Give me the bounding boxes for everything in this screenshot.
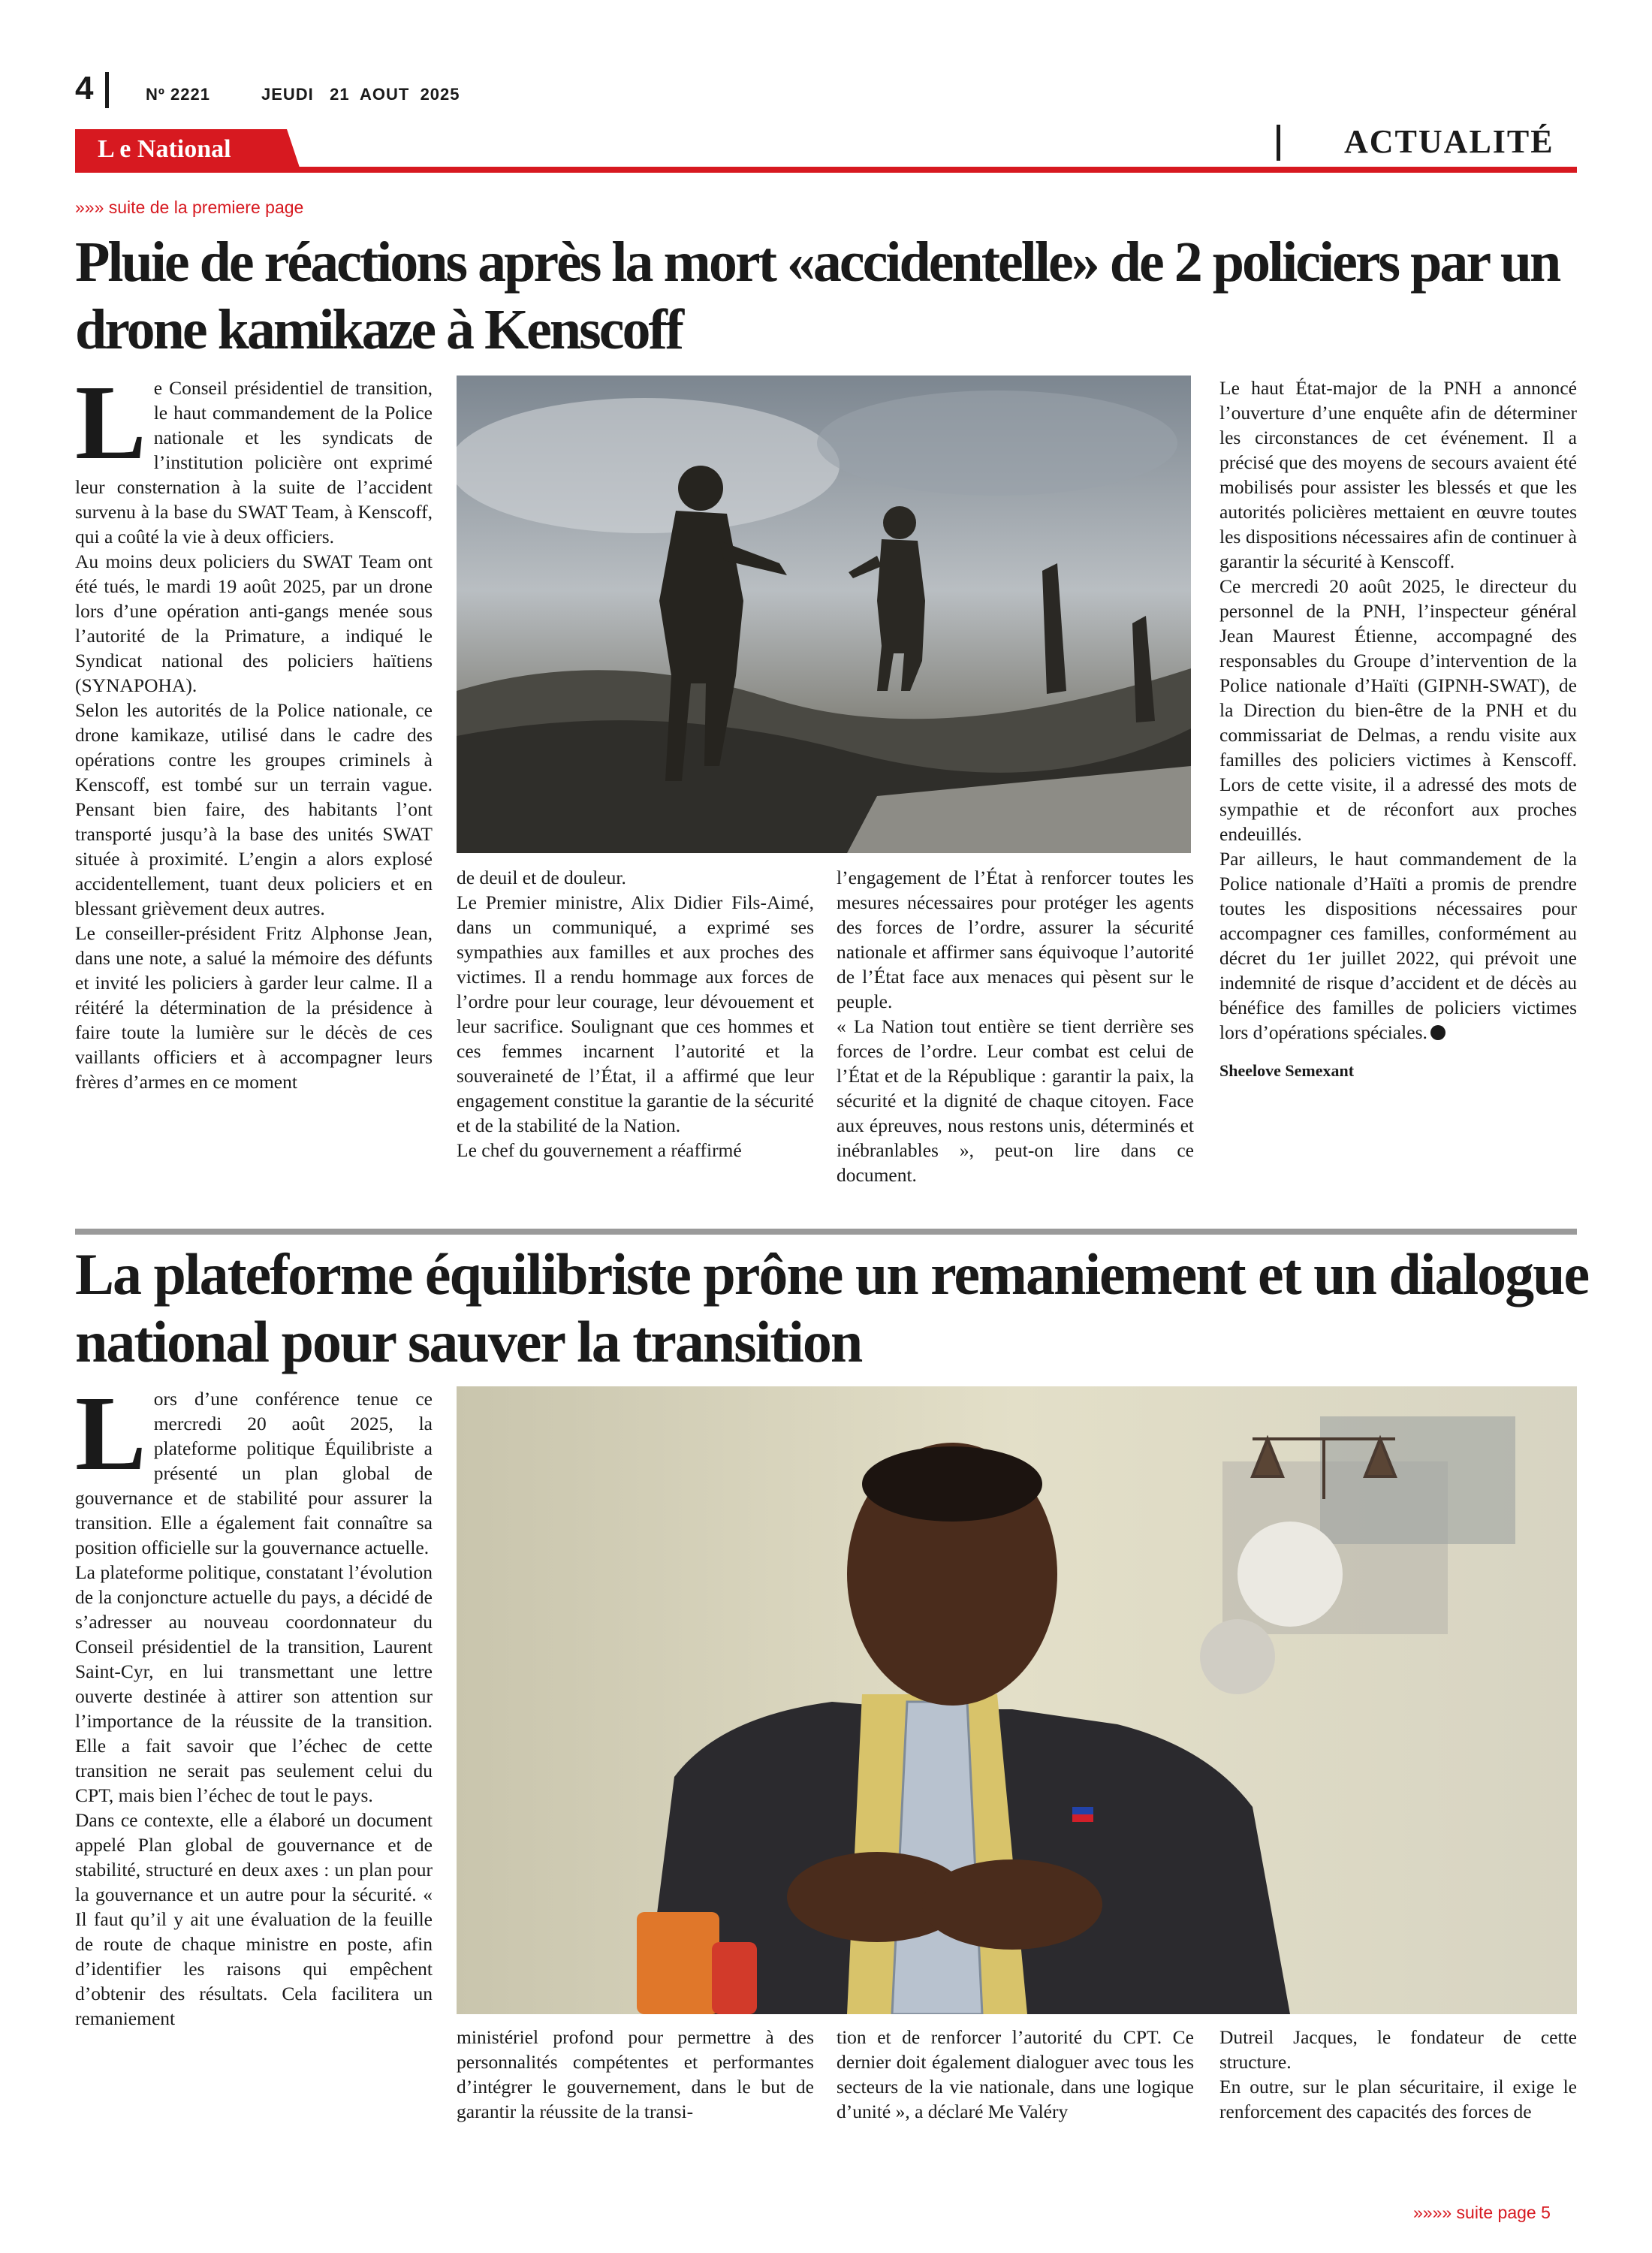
article1-column-4 (1219, 376, 1577, 1081)
article1-dropcap: L (75, 363, 146, 481)
article2-paragraph: En outre, sur le plan sécuritaire, il exige le renforcement des capacités des forces de (1219, 2076, 1577, 2122)
article2-column-1 (75, 1374, 433, 2031)
article1-paragraph: de deuil et de douleur. (457, 867, 626, 888)
header-rule (75, 167, 1577, 173)
article1-paragraph: Selon les autorités de la Police nationale, ce drone kamikaze, utilisé dans le cadre des opérations contre les groupes criminels à Kenscoff, est tombé sur un terrain vague. Pensant bien faire, des habitants l’ont transporté jusqu’à la base des unités SWAT située à proximité. L’engin a alors explosé accidentellement, tuant deux policiers et en blessant grièvement deux autres. (75, 699, 433, 919)
article1-paragraph: l’engagement de l’État à renforcer toutes les mesures nécessaires pour protéger les agents des forces de l’ordre, assurer la sécurité nationale et affirmer sans équivoque l’autorité de l’État face aux menaces qui pèsent sur le peuple. (837, 867, 1194, 1012)
article2-paragraph: Dutreil Jacques, le fondateur de cette structure. (1219, 2026, 1577, 2073)
article1-paragraph: Le haut État-major de la PNH a annoncé l’ouverture d’une enquête afin de déterminer les circonstances de cet événement. Il a précisé que des moyens de secours avaient été mobilisés pour assister les blessés et que les autorités policières mettaient en œuvre toutes les dispositions nécessaires afin de continuer à garantir la sécurité à Kenscoff. (1219, 377, 1577, 572)
brand-name: L e National (98, 135, 231, 163)
article-end-icon (1430, 1025, 1446, 1040)
article1-byline: Sheelove Semexant (1219, 1061, 1355, 1080)
article2-paragraph: Dans ce contexte, elle a élaboré un document appelé Plan global de gouvernance et de stabilité, structuré en deux axes : un plan pour la gouvernance et un autre pour la sécurité. « Il faut qu’il y ait une évaluation de la feuille de route de chaque ministre en poste, afin d’identifier les raisons qui empêchent d’obtenir des résultats. Cela facilitera un remaniement (75, 1809, 433, 2029)
section-divider (1277, 125, 1280, 161)
article1-column-2 (457, 865, 814, 1163)
article1-column-1 (75, 363, 433, 1094)
article2-headline: La plateforme équilibriste prône un remaniement et un dialogue national pour sauver la transition (75, 1241, 1589, 1374)
issue-date: JEUDI 21 AOUT 2025 (261, 85, 460, 104)
article1-paragraph: Le chef du gouvernement a réaffirmé (457, 1139, 742, 1161)
article1-paragraph: « La Nation tout entière se tient derrière ses forces de l’ordre. Leur combat est celui de l’État et de la République : garantir la paix, la sécurité et la dignité de chaque citoyen. Face aux épreuves, nous restons unis, déterminés et inébranlables », peut-on lire dans ce document. (837, 1015, 1194, 1186)
page-number: 4 (75, 70, 94, 107)
continued-to-link[interactable]: »»»» suite page 5 (1413, 2203, 1551, 2222)
article1-paragraph: Ce mercredi 20 août 2025, le directeur du personnel de la PNH, l’inspecteur général Jean Maurest Étienne, accompagné des responsables du Groupe d’intervention de la Police nationale d’Haïti (GIPNH-SWAT), de la Direction du bien-être de la PNH et du commissariat de Delmas, a rendu visite aux familles des policiers victimes à Kenscoff. Lors de cette visite, il a adressé des mots de sympathie et de réconfort aux proches endeuillés. (1219, 575, 1577, 845)
article1-paragraph: Le conseiller-président Fritz Alphonse Jean, dans une note, a salué la mémoire des défunts et invité les policiers à garder leur calme. Il a réitéré la détermination de la présidence à faire toute la lumière sur le décès de ces vaillants officiers et à accompagner leurs frères d’armes en ce moment (75, 922, 433, 1093)
article2-column-3 (837, 2025, 1194, 2124)
article2-paragraph: ministériel profond pour permettre à des personnalités compétentes et performantes d’intégrer le gouvernement, dans le but de garantir la réussite de la transi- (457, 2026, 814, 2122)
article2-dropcap: L (75, 1374, 146, 1492)
article2-paragraph: tion et de renforcer l’autorité du CPT. Ce dernier doit également dialoguer avec tous les secteurs de la vie nationale, dans une logique d’unité », a déclaré Me Valéry (837, 2026, 1194, 2122)
article2-paragraph: La plateforme politique, constatant l’évolution de la conjoncture actuelle du pays, a décidé de s’adresser au nouveau coordonnateur du Conseil présidentiel de la transition, Laurent Saint-Cyr, en lui transmettant une lettre ouverte destinée à attirer son attention sur l’importance de la réussite de la transition. Elle a fait savoir que l’échec de cette transition ne serait pas seulement celui du CPT, mais bien l’échec de tout le pays. (75, 1561, 433, 1806)
article1-paragraph: Au moins deux policiers du SWAT Team ont été tués, le mardi 19 août 2025, par un drone lors d’une opération anti-gangs menée sous l’autorité de la Primature, a indiqué le Syndicat national des policiers haïtiens (SYNAPOHA). (75, 550, 433, 696)
issue-number: Nº 2221 (146, 85, 210, 104)
article2-column-4 (1219, 2025, 1577, 2124)
article1-headline: Pluie de réactions après la mort «accidentelle» de 2 policiers par un drone kamikaze à Kenscoff (75, 231, 1560, 361)
article1-photo-soldiers (457, 376, 1191, 853)
article1-column-3 (837, 865, 1194, 1187)
article1-paragraph: Le Premier ministre, Alix Didier Fils-Aimé, dans un communiqué, a exprimé ses sympathies aux familles et aux proches des victimes. Il a rendu hommage aux forces de l’ordre pour leur courage, leur dévouement et leur sacrifice. Soulignant que ces hommes et ces femmes incarnent l’autorité et la souveraineté de l’État, il a affirmé que leur engagement constitue la garantie de la sécurité et de la stabilité de la Nation. (457, 891, 814, 1136)
article2-column-2 (457, 2025, 814, 2124)
page-number-divider (105, 72, 109, 108)
article2-photo-speaker (457, 1386, 1577, 2014)
article2-paragraph: ors d’une conférence tenue ce mercredi 20 août 2025, la plateforme politique Équilibriste a présenté un plan global de gouvernance et de stabilité pour assurer la transition. Elle a également fait connaître sa position officielle sur la gouvernance actuelle. (75, 1388, 433, 1558)
article1-paragraph: e Conseil présidentiel de transition, le haut commandement de la Police nationale et les syndicats de l’institution policière ont exprimé leur consternation à la suite de l’accident survenu à la base du SWAT Team, à Kenscoff, qui a coûté la vie à deux officiers. (75, 377, 433, 547)
article-separator (75, 1229, 1577, 1235)
continued-from-label: »»» suite de la premiere page (75, 198, 304, 217)
section-title: ACTUALITÉ (1344, 123, 1554, 160)
article1-paragraph: Par ailleurs, le haut commandement de la Police nationale d’Haïti a promis de prendre toutes les dispositions nécessaires pour accompagner ces familles, conformément au décret du 1er juillet 2022, qui prévoit une indemnité de risque d’accident et de décès au bénéfice des familles de policiers victimes lors d’opérations spéciales. (1219, 848, 1577, 1043)
